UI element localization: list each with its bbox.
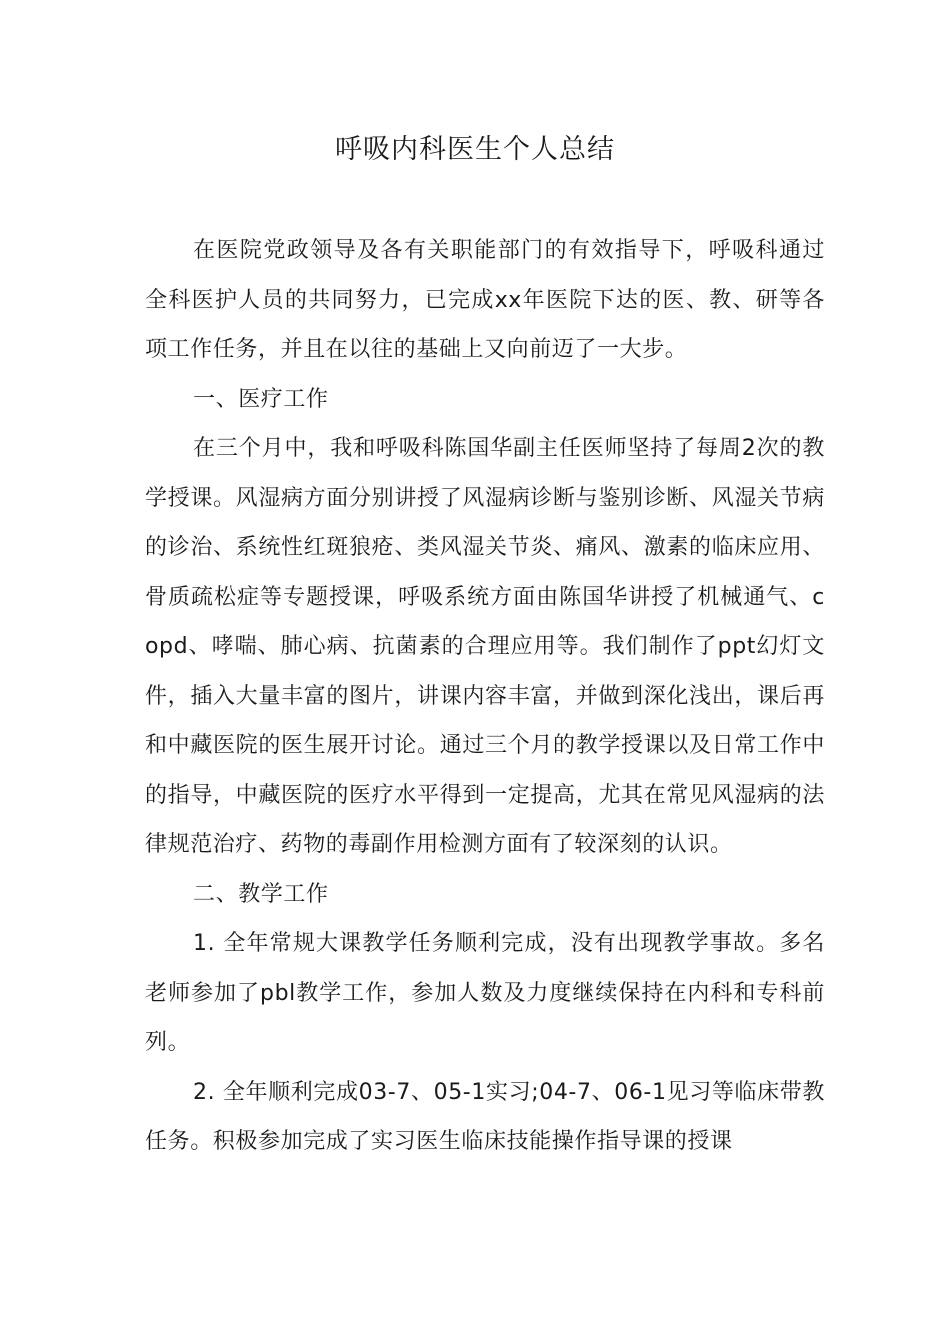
section-heading-medical-work: 一、医疗工作 [193, 386, 329, 412]
document-body [145, 226, 825, 1167]
section-heading-teaching-work: 二、教学工作 [193, 881, 329, 907]
document-title: 呼吸内科医生个人总结 [335, 134, 615, 165]
paragraph-medical-work: 在三个月中，我和呼吸科陈国华副主任医师坚持了每周2次的教学授课。风湿病方面分别讲授了风湿病诊断与鉴别诊断、风湿关节病的诊治、系统性红斑狼疮、类风湿关节炎、痛风、激素的临床应用、骨质疏松症等专题授课，呼吸系统方面由陈国华讲授了机械通气、copd、哮喘、肺心病、抗菌素的合理应用等。我们制作了ppt幻灯文件，插入大量丰富的图片，讲课内容丰富，并做到深化浅出，课后再和中藏医院的医生展开讨论。通过三个月的教学授课以及日常工作中的指导，中藏医院的医疗水平得到一定提高，尤其在常见风湿病的法律规范治疗、药物的毒副作用检测方面有了较深刻的认识。 [145, 436, 825, 857]
paragraph-intro: 在医院党政领导及各有关职能部门的有效指导下，呼吸科通过全科医护人员的共同努力，已完成xx年医院下达的医、教、研等各项工作任务，并且在以往的基础上又向前迈了一大步。 [145, 238, 825, 362]
paragraph-teaching-item-1: 1. 全年常规大课教学任务顺利完成，没有出现教学事故。多名老师参加了pbl教学工作，参加人数及力度继续保持在内科和专科前列。 [145, 931, 825, 1055]
paragraph-teaching-item-2: 2. 全年顺利完成03-7、05-1实习;04-7、06-1见习等临床带教任务。积极参加完成了实习医生临床技能操作指导课的授课 [145, 1079, 825, 1154]
